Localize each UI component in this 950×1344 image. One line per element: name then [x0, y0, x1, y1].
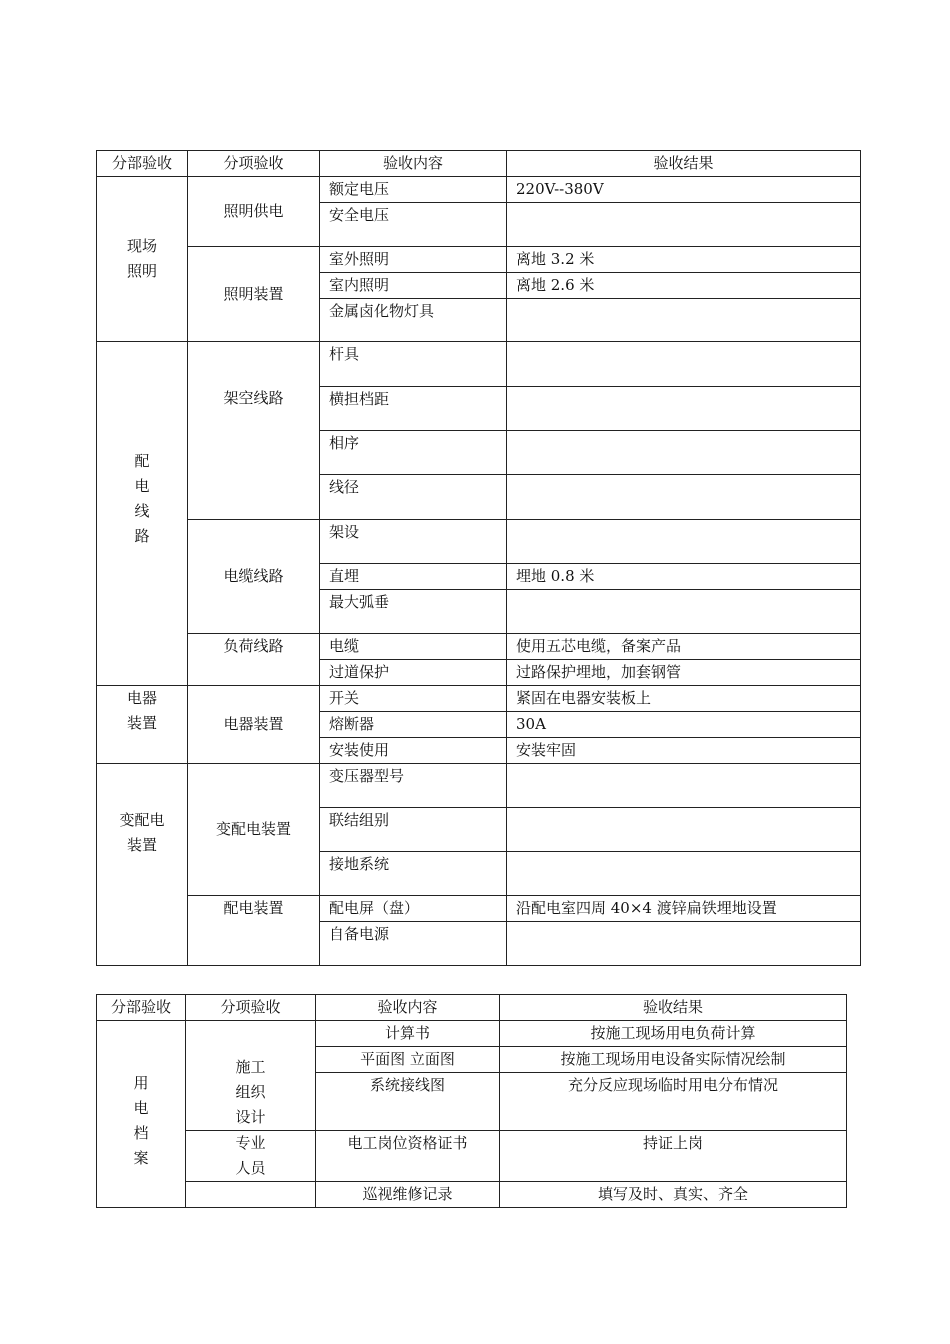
result-cell: [507, 808, 861, 852]
content-cell: 安全电压: [320, 203, 507, 247]
content-cell: 直埋: [320, 564, 507, 590]
content-cell: 接地系统: [320, 852, 507, 896]
result-cell: 220V--380V: [507, 177, 861, 203]
content-cell: 金属卤化物灯具: [320, 299, 507, 342]
result-cell: 离地 3.2 米: [507, 247, 861, 273]
result-cell: [507, 387, 861, 431]
result-cell: [507, 764, 861, 808]
empty-subitem-cell: [186, 1182, 316, 1208]
header-part: 分部验收: [97, 995, 186, 1021]
result-cell: 埋地 0.8 米: [507, 564, 861, 590]
content-cell: 杆具: [320, 342, 507, 387]
result-cell: 紧固在电器安装板上: [507, 686, 861, 712]
sub-distribution-device: 配电装置: [188, 896, 320, 966]
part-distribution-lines: 配 电 线 路: [97, 342, 188, 686]
result-cell: [507, 520, 861, 564]
sub-lighting-power: 照明供电: [188, 177, 320, 247]
result-cell: [507, 342, 861, 387]
content-cell: 变压器型号: [320, 764, 507, 808]
result-cell: [507, 203, 861, 247]
header-content: 验收内容: [320, 151, 507, 177]
acceptance-table-main: [96, 150, 861, 966]
content-cell: 平面图 立面图: [316, 1047, 500, 1073]
content-cell: 额定电压: [320, 177, 507, 203]
sub-lighting-fixture: 照明装置: [188, 247, 320, 342]
sub-overhead-lines: 架空线路: [188, 342, 320, 520]
table-row: [97, 247, 861, 273]
header-part: 分部验收: [97, 151, 188, 177]
part-electrical-appliance: 电器 装置: [97, 686, 188, 764]
table-row: [97, 1182, 847, 1208]
result-cell: 过路保护埋地，加套钢管: [507, 660, 861, 686]
result-cell: [507, 922, 861, 966]
result-cell: 按施工现场用电负荷计算: [500, 1021, 847, 1047]
content-cell: 自备电源: [320, 922, 507, 966]
content-cell: 计算书: [316, 1021, 500, 1047]
result-cell: 按施工现场用电设备实际情况绘制: [500, 1047, 847, 1073]
result-cell: 填写及时、真实、齐全: [500, 1182, 847, 1208]
sub-professional-staff: 专业 人员: [186, 1131, 316, 1182]
content-cell: 熔断器: [320, 712, 507, 738]
content-cell: 系统接线图: [316, 1073, 500, 1131]
header-content: 验收内容: [316, 995, 500, 1021]
content-cell: 相序: [320, 431, 507, 475]
content-cell: 开关: [320, 686, 507, 712]
result-cell: 使用五芯电缆，备案产品: [507, 634, 861, 660]
sub-construction-design: 施工 组织 设计: [186, 1021, 316, 1131]
table-row: [97, 686, 861, 712]
result-cell: [507, 299, 861, 342]
header-row: [97, 995, 847, 1021]
content-cell: 联结组别: [320, 808, 507, 852]
table-row: [97, 896, 861, 922]
result-cell: 沿配电室四周 40×4 渡锌扁铁埋地设置: [507, 896, 861, 922]
content-cell: 配电屏（盘）: [320, 896, 507, 922]
result-cell: [507, 590, 861, 634]
sub-load-lines: 负荷线路: [188, 634, 320, 686]
result-cell: [507, 431, 861, 475]
result-cell: 30A: [507, 712, 861, 738]
header-row: [97, 151, 861, 177]
part-site-lighting: 现场 照明: [97, 177, 188, 342]
sub-transformer-distribution: 变配电装置: [188, 764, 320, 896]
sub-cable-lines: 电缆线路: [188, 520, 320, 634]
table-row: [97, 342, 861, 387]
content-cell: 安装使用: [320, 738, 507, 764]
content-cell: 室内照明: [320, 273, 507, 299]
table-row: [97, 520, 861, 564]
content-cell: 横担档距: [320, 387, 507, 431]
content-cell: 电工岗位资格证书: [316, 1131, 500, 1182]
acceptance-table-records: [96, 994, 847, 1208]
result-cell: [507, 475, 861, 520]
content-cell: 最大弧垂: [320, 590, 507, 634]
result-cell: 离地 2.6 米: [507, 273, 861, 299]
part-power-records: 用 电 档 案: [97, 1021, 186, 1208]
content-cell: 线径: [320, 475, 507, 520]
table-row: [97, 1131, 847, 1182]
header-result: 验收结果: [500, 995, 847, 1021]
content-cell: 室外照明: [320, 247, 507, 273]
header-result: 验收结果: [507, 151, 861, 177]
result-cell: 充分反应现场临时用电分布情况: [500, 1073, 847, 1131]
content-cell: 巡视维修记录: [316, 1182, 500, 1208]
result-cell: 持证上岗: [500, 1131, 847, 1182]
header-subitem: 分项验收: [186, 995, 316, 1021]
content-cell: 电缆: [320, 634, 507, 660]
header-subitem: 分项验收: [188, 151, 320, 177]
table-row: [97, 634, 861, 660]
table-row: [97, 764, 861, 808]
table-row: [97, 1021, 847, 1047]
content-cell: 过道保护: [320, 660, 507, 686]
part-transformer-distribution: 变配电 装置: [97, 764, 188, 966]
sub-electrical-appliance: 电器装置: [188, 686, 320, 764]
content-cell: 架设: [320, 520, 507, 564]
result-cell: 安装牢固: [507, 738, 861, 764]
table-row: [97, 177, 861, 203]
result-cell: [507, 852, 861, 896]
